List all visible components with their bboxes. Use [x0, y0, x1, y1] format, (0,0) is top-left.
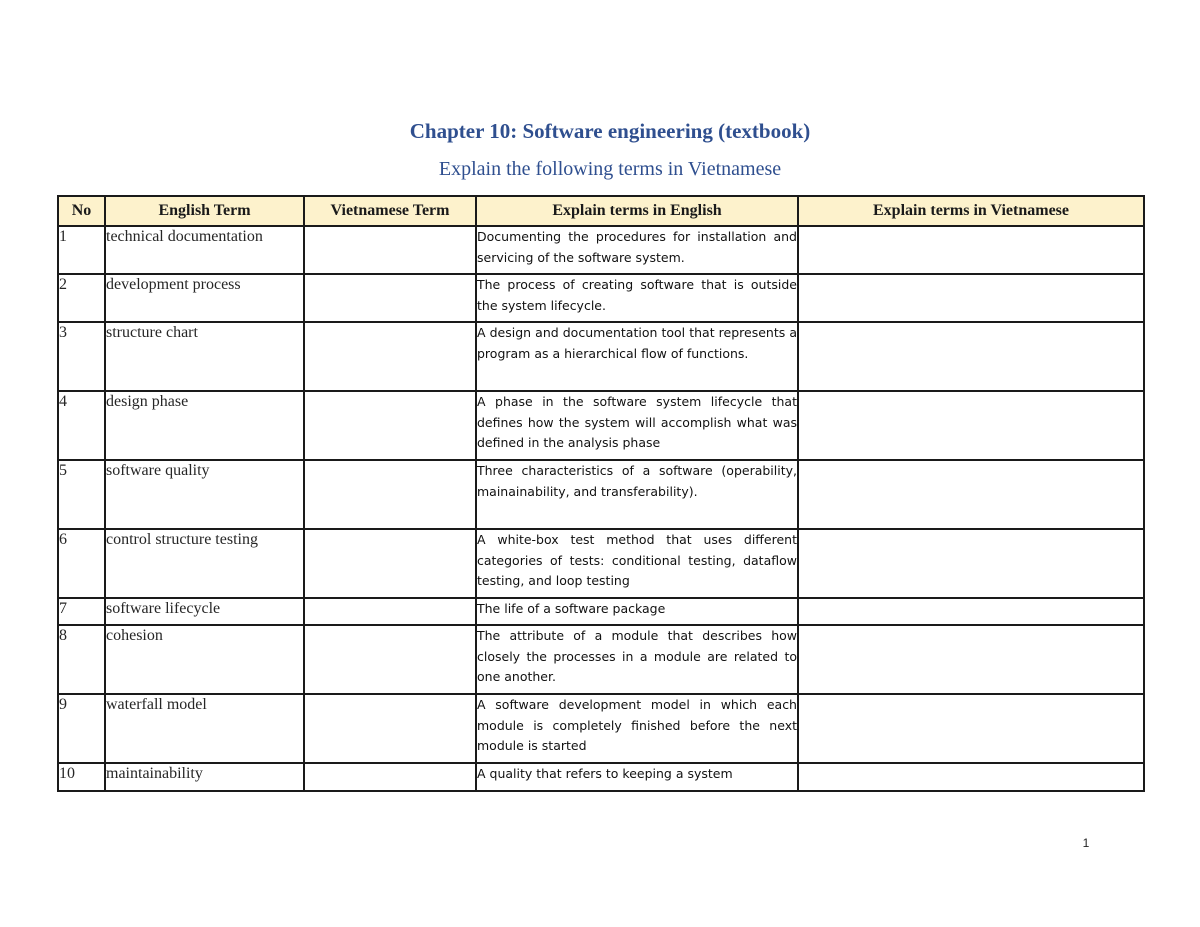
explain-english-cell: The attribute of a module that describes how closely the processes in a module are related to one another. — [476, 625, 798, 694]
terms-table — [57, 195, 1145, 792]
row-number: 10 — [58, 763, 105, 791]
table-row — [58, 763, 1144, 791]
row-number: 2 — [58, 274, 105, 322]
explain-vietnamese-cell[interactable] — [798, 694, 1144, 763]
table-row — [58, 625, 1144, 694]
english-term-cell: cohesion — [105, 625, 304, 694]
english-term-cell: technical documentation — [105, 226, 304, 274]
vietnamese-term-cell[interactable] — [304, 322, 476, 391]
row-number: 5 — [58, 460, 105, 529]
table-header-row — [58, 196, 1144, 226]
document-title: Chapter 10: Software engineering (textbook) — [409, 119, 811, 143]
table-row — [58, 391, 1144, 460]
header-english-term: English Term — [105, 196, 304, 226]
table-row — [58, 598, 1144, 625]
row-number: 4 — [58, 391, 105, 460]
table-row — [58, 274, 1144, 322]
explain-english-cell: The life of a software package — [476, 598, 798, 625]
table-row — [58, 322, 1144, 391]
table-row — [58, 694, 1144, 763]
explain-vietnamese-cell[interactable] — [798, 460, 1144, 529]
document-subtitle: Explain the following terms in Vietnamese — [438, 158, 782, 180]
row-number: 8 — [58, 625, 105, 694]
explain-english-cell: A white-box test method that uses different categories of tests: conditional testing, dataflow testing, and loop testing — [476, 529, 798, 598]
vietnamese-term-cell[interactable] — [304, 625, 476, 694]
explain-vietnamese-cell[interactable] — [798, 322, 1144, 391]
explain-english-cell: Three characteristics of a software (operability, mainainability, and transferability). — [476, 460, 798, 529]
explain-english-cell: Documenting the procedures for installation and servicing of the software system. — [476, 226, 798, 274]
english-term-cell: development process — [105, 274, 304, 322]
english-term-cell: design phase — [105, 391, 304, 460]
table-row — [58, 529, 1144, 598]
vietnamese-term-cell[interactable] — [304, 274, 476, 322]
row-number: 1 — [58, 226, 105, 274]
explain-vietnamese-cell[interactable] — [798, 529, 1144, 598]
explain-english-cell: The process of creating software that is outside the system lifecycle. — [476, 274, 798, 322]
header-vietnamese-term: Vietnamese Term — [304, 196, 476, 226]
row-number: 3 — [58, 322, 105, 391]
explain-english-cell: A design and documentation tool that represents a program as a hierarchical flow of functions. — [476, 322, 798, 391]
english-term-cell: structure chart — [105, 322, 304, 391]
vietnamese-term-cell[interactable] — [304, 694, 476, 763]
explain-english-cell: A phase in the software system lifecycle that defines how the system will accomplish what was defined in the analysis phase — [476, 391, 798, 460]
vietnamese-term-cell[interactable] — [304, 529, 476, 598]
table-row — [58, 226, 1144, 274]
vietnamese-term-cell[interactable] — [304, 226, 476, 274]
page-number: 1 — [1082, 836, 1090, 850]
table-row — [58, 460, 1144, 529]
english-term-cell: waterfall model — [105, 694, 304, 763]
vietnamese-term-cell[interactable] — [304, 391, 476, 460]
vietnamese-term-cell[interactable] — [304, 460, 476, 529]
explain-vietnamese-cell[interactable] — [798, 763, 1144, 791]
header-explain-vietnamese: Explain terms in Vietnamese — [798, 196, 1144, 226]
header-explain-english: Explain terms in English — [476, 196, 798, 226]
row-number: 7 — [58, 598, 105, 625]
explain-english-cell: A quality that refers to keeping a system — [476, 763, 798, 791]
english-term-cell: maintainability — [105, 763, 304, 791]
explain-vietnamese-cell[interactable] — [798, 391, 1144, 460]
row-number: 9 — [58, 694, 105, 763]
vietnamese-term-cell[interactable] — [304, 763, 476, 791]
header-no: No — [58, 196, 105, 226]
explain-vietnamese-cell[interactable] — [798, 226, 1144, 274]
english-term-cell: software lifecycle — [105, 598, 304, 625]
english-term-cell: software quality — [105, 460, 304, 529]
explain-vietnamese-cell[interactable] — [798, 598, 1144, 625]
row-number: 6 — [58, 529, 105, 598]
vietnamese-term-cell[interactable] — [304, 598, 476, 625]
explain-vietnamese-cell[interactable] — [798, 274, 1144, 322]
explain-english-cell: A software development model in which each module is completely finished before the next module is started — [476, 694, 798, 763]
explain-vietnamese-cell[interactable] — [798, 625, 1144, 694]
english-term-cell: control structure testing — [105, 529, 304, 598]
